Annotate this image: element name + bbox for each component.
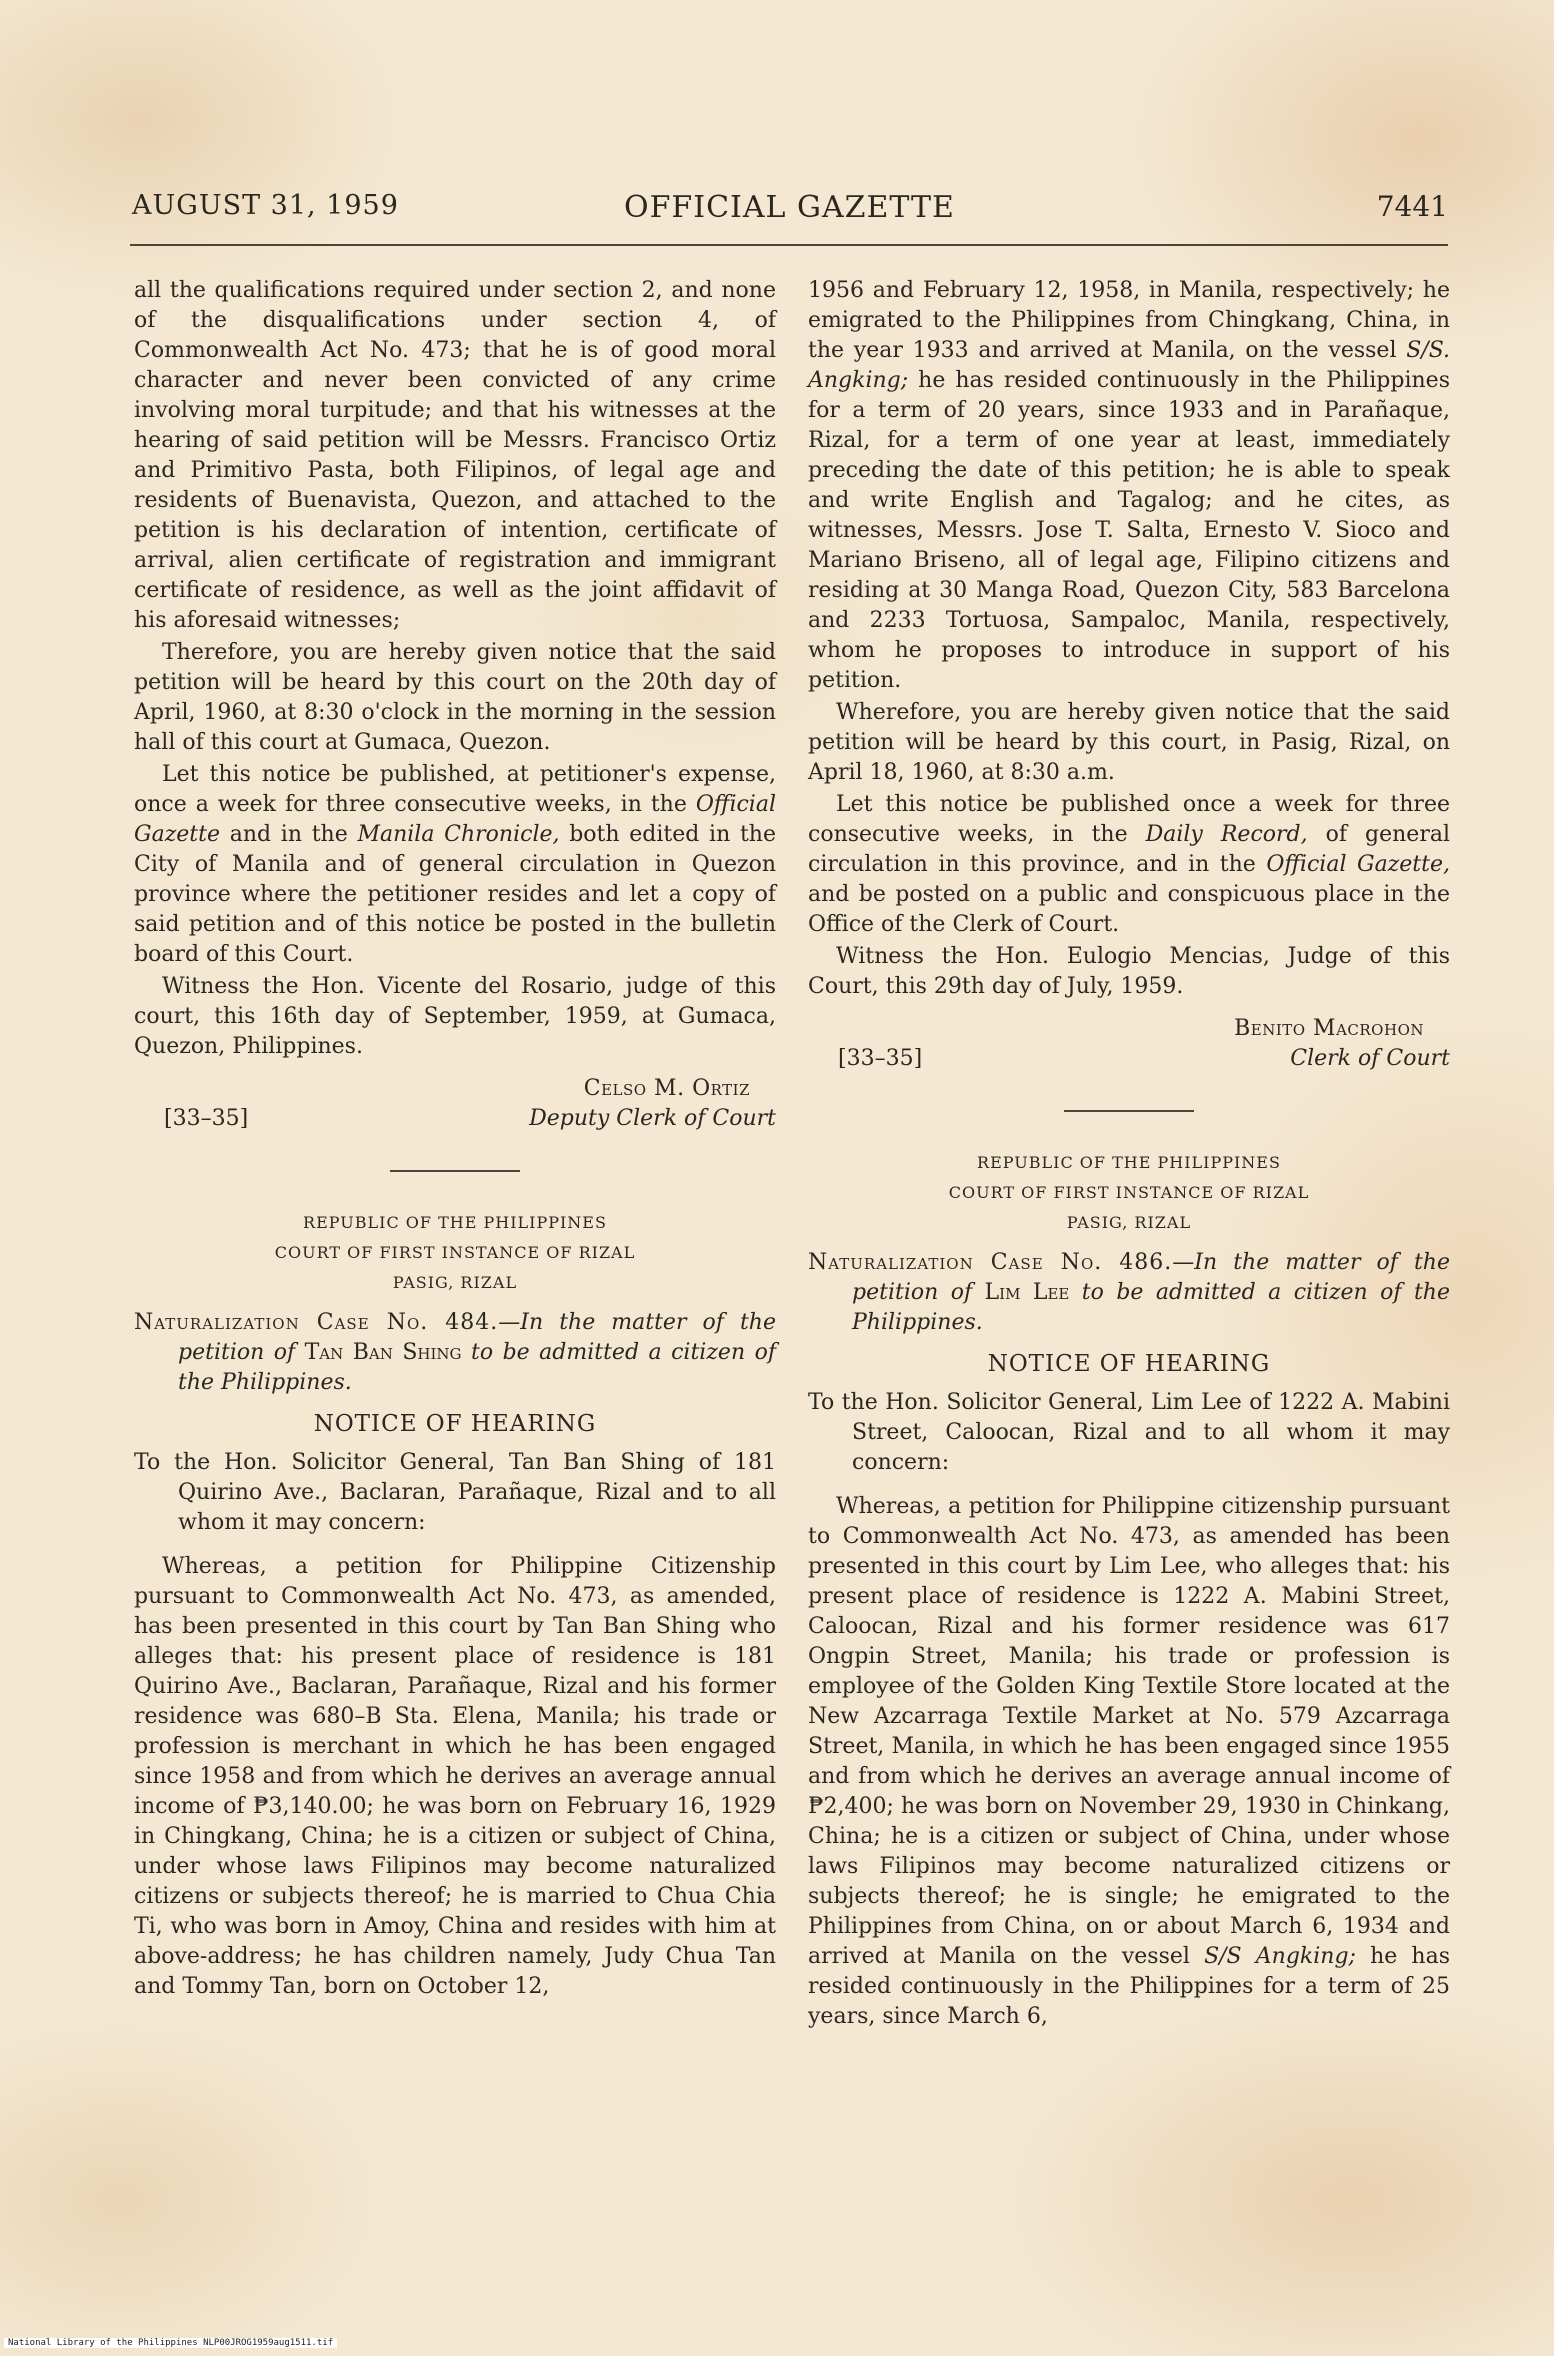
notice-heading: NOTICE OF HEARING: [987, 1351, 1271, 1377]
paragraph: Therefore, you are hereby given notice that the said petition will be heard by this court on the 20th day of April, 1960, at 8:30 o'clock in the morning in the session hall of this court at Gumaca, Quezon.: [134, 640, 776, 755]
addressee: To the Hon. Solicitor General, Lim Lee of 1222 A. Mabini Street, Caloocan, Rizal and to all whom it may concern:: [808, 1390, 1450, 1475]
paragraph: Whereas, a petition for Philippine citizenship pursuant to Commonwealth Act No. 473, as amended has been presented in this court by Lim Lee, who alleges that: his present place of residence is 1222 A. Mabini Street, Caloocan, Rizal and his former residence was 617 Ongpin Street, Manila; his trade or profession is employee of the Golden King Textile Store located at the New Azcarraga Textile Market at No. 579 Azcarraga Street, Manila, in which he has been engaged since 1955 and from which he derives an average annual income of ₱2,400; he was born on November 29, 1930 in Chinkang, China; he is a citizen or subject of China, under whose laws Filipinos may become naturalized citizens or subjects thereof; he is single; he emigrated to the Philippines from China, on or about March 6, 1934 and arrived at Manila on the vessel S/S Angking; he has resided continuously in the Philippines for a term of 25 years, since March 6,: [808, 1494, 1451, 2029]
header-rule: [130, 244, 1448, 246]
case-title: Naturalization Case No. 486.—In the matter of the petition of Lim Lee to be admitted a citizen of the Philippines.: [808, 1250, 1450, 1335]
signatory-title: Deputy Clerk of Court: [529, 1106, 776, 1131]
signatory-name: Celso M. Ortiz: [583, 1076, 750, 1101]
paragraph: Whereas, a petition for Philippine Citizenship pursuant to Commonwealth Act No. 473, as amended, has been presented in this court by Tan Ban Shing who alleges that: his present place of residence is 181 Quirino Ave., Baclaran, Parañaque, Rizal and his former residence was 680–B Sta. Elena, Manila; his trade or profession is merchant in which he has been engaged since 1958 and from which he derives an average annual income of ₱3,140.00; he was born on February 16, 1929 in Chingkang, China; he is a citizen or subject of China, under whose laws Filipinos may become naturalized citizens or subjects thereof; he is married to Chua Chia Ti, who was born in Amoy, China and resides with him at above-address; he has children namely, Judy Chua Tan and Tommy Tan, born on October 12,: [134, 1554, 776, 1999]
issue-reference: [33–35]: [164, 1106, 249, 1131]
paragraph: Wherefore, you are hereby given notice that the said petition will be heard by this court, in Pasig, Rizal, on April 18, 1960, at 8:30 a.m.: [808, 700, 1450, 785]
paragraph: Let this notice be published, at petitioner's expense, once a week for three consecutive weeks, in the Official Gazette and in the Manila Chronicle, both edited in the City of Manila and of general circulation in Quezon province where the petitioner resides and let a copy of said petition and of this notice be posted in the bulletin board of this Court.: [134, 762, 776, 967]
scan-footer: National Library of the Philippines NLP00JROG1959aug1511.tif: [4, 2338, 337, 2348]
right-column: [808, 276, 1450, 2032]
section-divider: [1064, 1110, 1194, 1112]
paragraph: Witness the Hon. Vicente del Rosario, judge of this court, this 16th day of September, 1959, at Gumaca, Quezon, Philippines.: [134, 974, 776, 1059]
paragraph: Let this notice be published once a week for three consecutive weeks, in the Daily Record, of general circulation in this province, and in the Official Gazette, and be posted on a public and conspicuous place in the Office of the Clerk of Court.: [808, 792, 1450, 937]
signatory-name: Benito Macrohon: [1234, 1016, 1424, 1041]
notice-heading: NOTICE OF HEARING: [313, 1411, 597, 1437]
section-divider: [390, 1170, 520, 1172]
court-caption: REPUBLIC OF THE PHILIPPINES COURT OF FIRST INSTANCE OF RIZAL PASIG, RIZAL: [948, 1153, 1310, 1232]
publication-title: OFFICIAL GAZETTE: [624, 190, 955, 225]
signature-block: [134, 1074, 776, 1134]
paragraph: 1956 and February 12, 1958, in Manila, respectively; he emigrated to the Philippines from Chingkang, China, in the year 1933 and arrived at Manila, on the vessel S/S. Angking; he has resided continuously in the Philippines for a term of 20 years, since 1933 and in Parañaque, Rizal, for a term of one year at least, immediately preceding the date of this petition; he is able to speak and write English and Tagalog; and he cites, as witnesses, Messrs. Jose T. Salta, Ernesto V. Sioco and Mariano Briseno, all of legal age, Filipino citizens and residing at 30 Manga Road, Quezon City, 583 Barcelona and 2233 Tortuosa, Sampaloc, Manila, respectively, whom he proposes to introduce in support of his petition.: [808, 278, 1450, 693]
left-column: [134, 276, 776, 2002]
issue-reference: [33–35]: [838, 1046, 923, 1071]
issue-date: AUGUST 31, 1959: [132, 190, 399, 221]
signatory-title: Clerk of Court: [1290, 1046, 1450, 1071]
court-caption: REPUBLIC OF THE PHILIPPINES COURT OF FIRST INSTANCE OF RIZAL PASIG, RIZAL: [274, 1213, 636, 1292]
case-title: Naturalization Case No. 484.—In the matter of the petition of Tan Ban Shing to be admitted a citizen of the Philippines.: [134, 1310, 776, 1395]
paragraph: Witness the Hon. Eulogio Mencias, Judge of this Court, this 29th day of July, 1959.: [808, 944, 1450, 999]
page-number: 7441: [1376, 190, 1448, 223]
addressee: To the Hon. Solicitor General, Tan Ban Shing of 181 Quirino Ave., Baclaran, Parañaque, Rizal and to all whom it may concern:: [134, 1450, 776, 1535]
paragraph: all the qualifications required under section 2, and none of the disqualifications under section 4, of Commonwealth Act No. 473; that he is of good moral character and never been convicted of any crime involving moral turpitude; and that his witnesses at the hearing of said petition will be Messrs. Francisco Ortiz and Primitivo Pasta, both Filipinos, of legal age and residents of Buenavista, Quezon, and attached to the petition is his declaration of intention, certificate of arrival, alien certificate of registration and immigrant certificate of residence, as well as the joint affidavit of his aforesaid witnesses;: [134, 278, 776, 633]
signature-block: [808, 1014, 1450, 1074]
page-header: [132, 190, 1448, 234]
